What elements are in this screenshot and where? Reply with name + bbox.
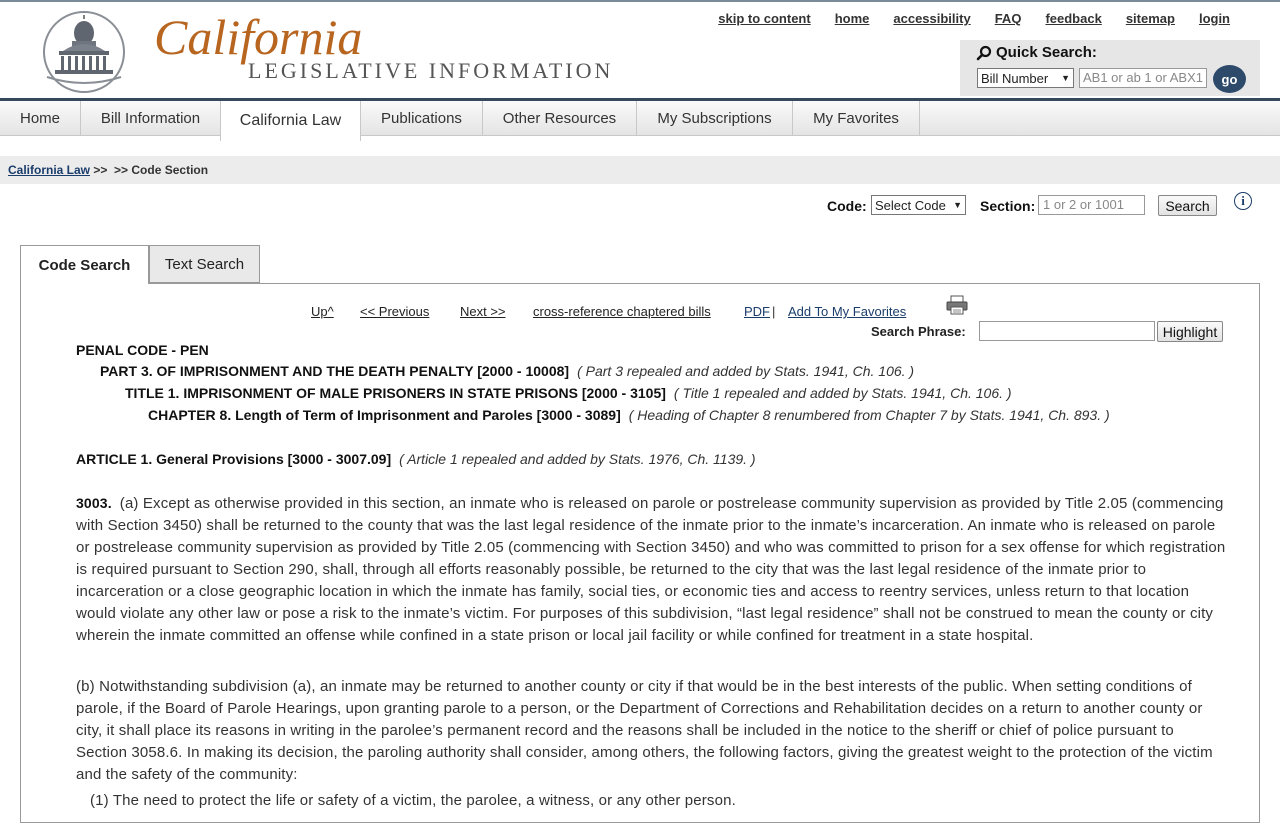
search-icon (976, 45, 992, 61)
info-icon[interactable]: i (1234, 192, 1252, 210)
paragraph-a-text: (a) Except as otherwise provided in this section, an inmate who is released on parole or postrelease community supervision as provided by Title 2.05 (commencing with Section 3450) shall be returned to the county that was the last legal residence of the inmate prior to the inmate’s incarceration. An inmate who is released on parole or postrelease community supervision as provided by Title 2.05 (commencing with Section 3450) and who was committed to prison for a sex offense for which registration is required pursuant to Section 290, shall, through all efforts reasonably possible, be returned to the city that was the last legal residence of the inmate prior to incarceration or a close geographic location in which the inmate has family, social ties, or economic ties and access to reentry services, unless return to that location would violate any other law or pose a risk to the inmate’s victim. For purposes of this subdivision, “last legal residence” shall not be construed to mean the county or city wherein the inmate committed an offense while confined in a state prison or local jail facility or while confined for treatment in a state hospital. (76, 495, 1226, 644)
section-input[interactable]: 1 or 2 or 1001 (1038, 195, 1145, 215)
section-label: Section: (980, 198, 1036, 214)
highlight-button[interactable]: Highlight (1157, 321, 1223, 342)
code-search-button[interactable]: Search (1158, 195, 1217, 216)
search-phrase-input[interactable] (979, 321, 1155, 341)
main-nav (0, 98, 1280, 136)
breadcrumb-rest: >> >> Code Section (90, 163, 209, 177)
login-link[interactable]: login (1198, 11, 1230, 26)
nav-tab-home[interactable]: Home (0, 101, 81, 136)
accessibility-link[interactable]: accessibility (893, 11, 971, 26)
chevron-down-icon: ▼ (1061, 73, 1070, 83)
code-select[interactable] (871, 195, 966, 215)
add-to-favorites-link[interactable]: Add To My Favorites (788, 304, 907, 319)
article-title: ARTICLE 1. General Provisions [3000 - 3007.09] (76, 451, 392, 467)
chapter-heading (148, 407, 1110, 423)
quick-search-title (976, 44, 1097, 61)
search-phrase-label: Search Phrase: (871, 324, 966, 339)
sitemap-link[interactable]: sitemap (1125, 11, 1175, 26)
breadcrumb (0, 156, 1280, 184)
link-separator: | (772, 304, 776, 319)
section-paragraph-b1: (1) The need to protect the life or safety of a victim, the parolee, a witness, or any other person. (90, 792, 736, 809)
code-heading: PENAL CODE - PEN (76, 342, 209, 358)
home-link[interactable]: home (834, 11, 870, 26)
previous-link[interactable]: << Previous (360, 304, 430, 319)
nav-tab-my-favorites[interactable]: My Favorites (793, 101, 920, 136)
bill-type-value: Bill Number (981, 70, 1049, 86)
nav-tab-bill-information[interactable]: Bill Information (81, 101, 221, 136)
title-title: TITLE 1. IMPRISONMENT OF MALE PRISONERS IN STATE PRISONS [2000 - 3105] (125, 385, 666, 401)
article-note: ( Article 1 repealed and added by Stats. 1976, Ch. 1139. ) (399, 451, 756, 467)
part-title: PART 3. OF IMPRISONMENT AND THE DEATH PENALTY [2000 - 10008] (100, 363, 570, 379)
section-paragraph-a (76, 492, 1226, 647)
utility-links (718, 11, 1230, 26)
code-search-row (0, 195, 1280, 217)
title-note: ( Title 1 repealed and added by Stats. 1941, Ch. 106. ) (673, 385, 1012, 401)
tab-code-search[interactable]: Code Search (20, 245, 149, 284)
breadcrumb-california-law-link[interactable]: California Law (8, 163, 91, 177)
code-select-value: Select Code (875, 197, 946, 213)
part-heading (100, 363, 914, 379)
nav-tab-other-resources[interactable]: Other Resources (483, 101, 637, 136)
nav-tab-my-subscriptions[interactable]: My Subscriptions (637, 101, 793, 136)
faq-link[interactable]: FAQ (994, 11, 1022, 26)
quick-search-panel (960, 40, 1260, 96)
part-note: ( Part 3 repealed and added by Stats. 1941, Ch. 106. ) (577, 363, 915, 379)
section-paragraph-b: (b) Notwithstanding subdivision (a), an inmate may be returned to another county or city if that would be in the best interests of the public. When setting conditions of parole, if the Board of Parole Hearings, upon granting parole to a person, or the Department of Corrections and Rehabilitation decides on a return to another county or city, it shall place its reasons in writing in the parolee’s permanent record and the reasons shall be included in the notice to the sheriff or chief of police pursuant to Section 3058.6. In making its decision, the paroling authority shall consider, among others, the following factors, giving the greatest weight to the protection of the victim and the safety of the community: (76, 678, 1213, 783)
next-link[interactable]: Next >> (460, 304, 506, 319)
site-header (0, 2, 1280, 98)
code-label: Code: (827, 198, 867, 214)
feedback-link[interactable]: feedback (1045, 11, 1102, 26)
article-heading (76, 451, 756, 467)
tab-text-search[interactable]: Text Search (149, 245, 260, 283)
title-heading (125, 385, 1012, 401)
skip-to-content-link[interactable]: skip to content (718, 11, 811, 26)
nav-tab-publications[interactable]: Publications (361, 101, 483, 136)
section-number: 3003. (76, 495, 112, 511)
chevron-down-icon: ▼ (953, 200, 962, 210)
nav-tab-california-law[interactable]: California Law (220, 101, 361, 141)
breadcrumb-trail (8, 163, 208, 177)
pdf-link[interactable]: PDF (744, 304, 770, 319)
up-link[interactable]: Up^ (311, 304, 334, 319)
chapter-title: CHAPTER 8. Length of Term of Imprisonment and Paroles [3000 - 3089] (148, 407, 621, 423)
logo-california[interactable]: California (154, 9, 363, 65)
logo-subtitle[interactable]: LEGISLATIVE INFORMATION (248, 58, 614, 83)
printer-icon[interactable] (946, 295, 968, 315)
bill-type-select[interactable] (977, 68, 1074, 88)
bill-number-input[interactable]: AB1 or ab 1 or ABX1 (1079, 68, 1207, 88)
chapter-note: ( Heading of Chapter 8 renumbered from Chapter 7 by Stats. 1941, Ch. 893. ) (628, 407, 1110, 423)
go-button[interactable]: go (1213, 65, 1246, 93)
capitol-seal-icon[interactable] (41, 11, 127, 93)
cross-reference-link[interactable]: cross-reference chaptered bills (533, 304, 711, 319)
quick-search-label: Quick Search: (996, 44, 1097, 61)
